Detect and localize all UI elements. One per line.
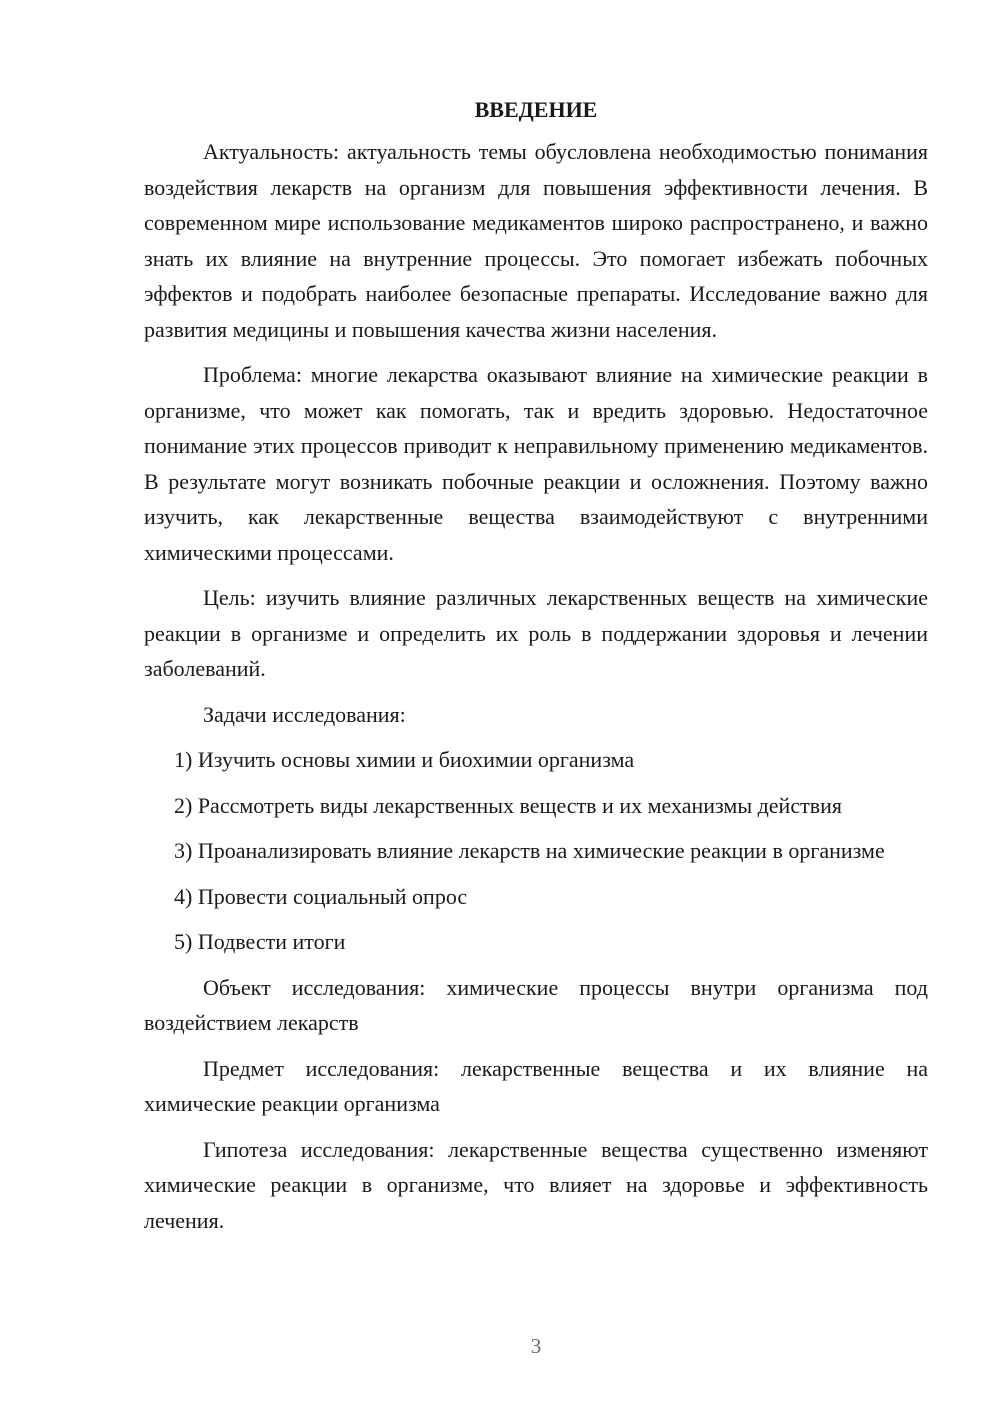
task-item: 4) Провести социальный опрос bbox=[174, 883, 468, 909]
page-title: ВВЕДЕНИЕ bbox=[474, 97, 598, 122]
paragraph-object: Объект исследования: химические процессы внутри организма под воздействием лекарств bbox=[144, 974, 928, 1035]
paragraph-problem: Проблема: многие лекарства оказывают влияние на химические реакции в организме, что может как помогать, так и вредить здоровью. Недостаточное понимание этих процессов приводит к неправильному применению медикаментов. В результате могут возникать побочные реакции и осложнения. Поэтому важно изучить, как лекарственные вещества взаимодействуют с внутренними химическими процессами. bbox=[144, 362, 928, 565]
tasks-heading: Задачи исследования: bbox=[203, 701, 406, 727]
page-content bbox=[144, 96, 928, 1248]
page-number: 3 bbox=[530, 1334, 542, 1358]
task-item: 1) Изучить основы химии и биохимии организма bbox=[174, 747, 635, 772]
paragraph-subject: Предмет исследования: лекарственные вещества и их влияние на химические реакции организма bbox=[144, 1055, 928, 1116]
task-item: 3) Проанализировать влияние лекарств на химические реакции в организме bbox=[174, 838, 885, 863]
task-item: 5) Подвести итоги bbox=[174, 929, 346, 954]
paragraph-goal: Цель: изучить влияние различных лекарственных веществ на химические реакции в организме и определить их роль в поддержании здоровья и лечении заболеваний. bbox=[144, 585, 928, 681]
task-item: 2) Рассмотреть виды лекарственных веществ и их механизмы действия bbox=[174, 792, 842, 818]
paragraph-relevance: Актуальность: актуальность темы обусловлена необходимостью понимания воздействия лекарств на организм для повышения эффективности лечения. В современном мире использование медикаментов широко распространено, и важно знать их влияние на внутренние процессы. Это помогает избежать побочных эффектов и подобрать наиболее безопасные препараты. Исследование важно для развития медицины и повышения качества жизни населения. bbox=[144, 139, 928, 342]
paragraph-hypothesis: Гипотеза исследования: лекарственные вещества существенно изменяют химические реакции в организме, что влияет на здоровье и эффективность лечения. bbox=[144, 1136, 928, 1233]
